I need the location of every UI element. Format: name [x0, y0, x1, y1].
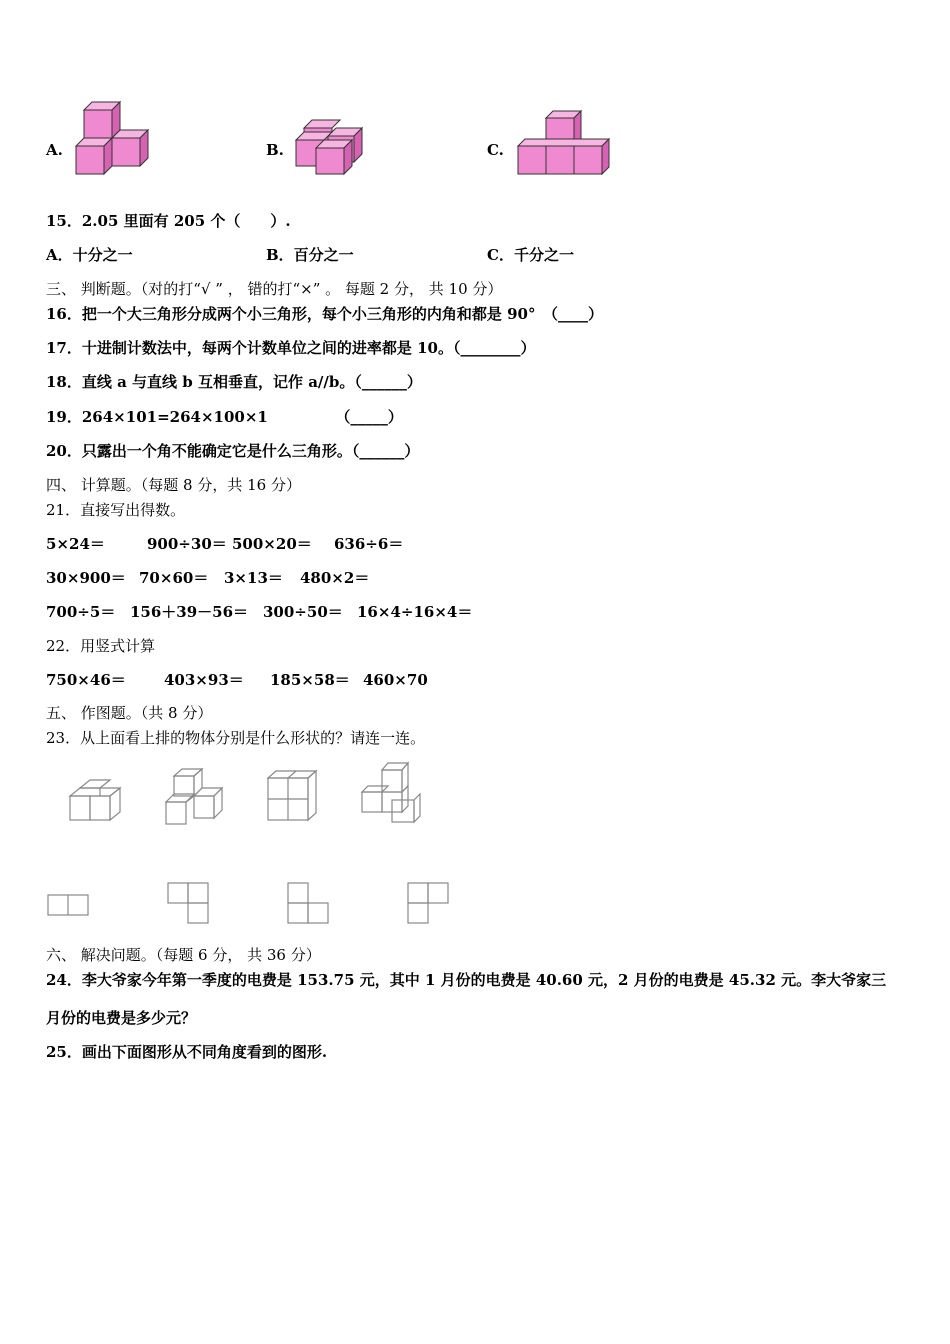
calc-item: 156＋39－56＝	[130, 603, 249, 621]
q24-line2: 月份的电费是多少元？	[46, 1009, 197, 1027]
section4-title: 四、 计算题。（每题 8 分，共 16 分）	[46, 476, 301, 494]
top-view-1	[46, 892, 92, 920]
option-a-label: A.	[46, 141, 63, 159]
cube-figure-a	[74, 100, 154, 178]
top-view-4	[404, 880, 452, 928]
calc-item: 480×2＝	[300, 569, 370, 587]
q19: 19．264×101=264×100×1 （_____）	[46, 408, 403, 426]
cube	[76, 138, 112, 174]
calc-item: 700÷5＝	[46, 603, 116, 621]
sketch-object-2	[160, 766, 226, 828]
vertical-calc-item: 460×70	[363, 671, 428, 689]
calc-item: 636÷6＝	[334, 535, 404, 553]
sketch-object-1	[64, 776, 126, 826]
top-view-2	[164, 880, 212, 928]
top-view-3	[284, 880, 332, 928]
q25-stem: 25．画出下面图形从不同角度看到的图形.	[46, 1043, 328, 1061]
calc-item: 70×60＝	[139, 569, 209, 587]
q20: 20．只露出一个角不能确定它是什么三角形。（______）	[46, 442, 420, 460]
section5-title: 五、 作图题。（共 8 分）	[46, 704, 213, 722]
calc-item: 300÷50＝	[263, 603, 343, 621]
vertical-calc-item: 750×46＝	[46, 671, 126, 689]
vertical-calc-item: 403×93＝	[164, 671, 244, 689]
cube	[518, 139, 609, 174]
calc-item: 30×900＝	[46, 569, 126, 587]
option-b-label: B.	[266, 141, 284, 159]
q16: 16．把一个大三角形分成两个小三角形，每个小三角形的内角和都是 90° （____）	[46, 305, 603, 323]
option-c-label: C.	[487, 141, 504, 159]
calc-item: 500×20＝	[232, 535, 312, 553]
cube-figure-c	[514, 108, 614, 178]
cube	[84, 102, 120, 138]
q15-stem: 15．2.05 里面有 205 个（ ）.	[46, 212, 291, 230]
q18: 18．直线 a 与直线 b 互相垂直，记作 a//b。（______）	[46, 373, 422, 391]
calc-item: 3×13＝	[224, 569, 283, 587]
q22-stem: 22．用竖式计算	[46, 637, 156, 655]
section6-title: 六、 解决问题。（每题 6 分， 共 36 分）	[46, 946, 321, 964]
cube	[316, 140, 352, 174]
calc-item: 5×24＝	[46, 535, 105, 553]
sketch-object-3	[262, 768, 324, 826]
vertical-calc-item: 185×58＝	[270, 671, 350, 689]
sketch-object-4	[356, 760, 426, 826]
q17: 17．十进制计数法中，每两个计数单位之间的进率都是 10。（________）	[46, 339, 536, 357]
q21-stem: 21．直接写出得数。	[46, 501, 186, 519]
section3-title: 三、 判断题。（对的打“√ ” ， 错的打“×” 。 每题 2 分， 共 10 分）	[46, 280, 503, 298]
q15-option-b: B．百分之一	[266, 246, 354, 264]
q24-line1: 24．李大爷家今年第一季度的电费是 153.75 元，其中 1 月份的电费是 40.60 元，2 月份的电费是 45.32 元。李大爷家三	[46, 971, 887, 989]
q15-option-a: A．十分之一	[46, 246, 133, 264]
cube-figure-b	[294, 116, 366, 178]
cube	[112, 130, 148, 166]
calc-item: 900÷30＝	[147, 535, 227, 553]
calc-item: 16×4÷16×4＝	[357, 603, 473, 621]
q15-option-c: C．千分之一	[487, 246, 574, 264]
q23-stem: 23．从上面看上排的物体分别是什么形状的？请连一连。	[46, 729, 426, 747]
